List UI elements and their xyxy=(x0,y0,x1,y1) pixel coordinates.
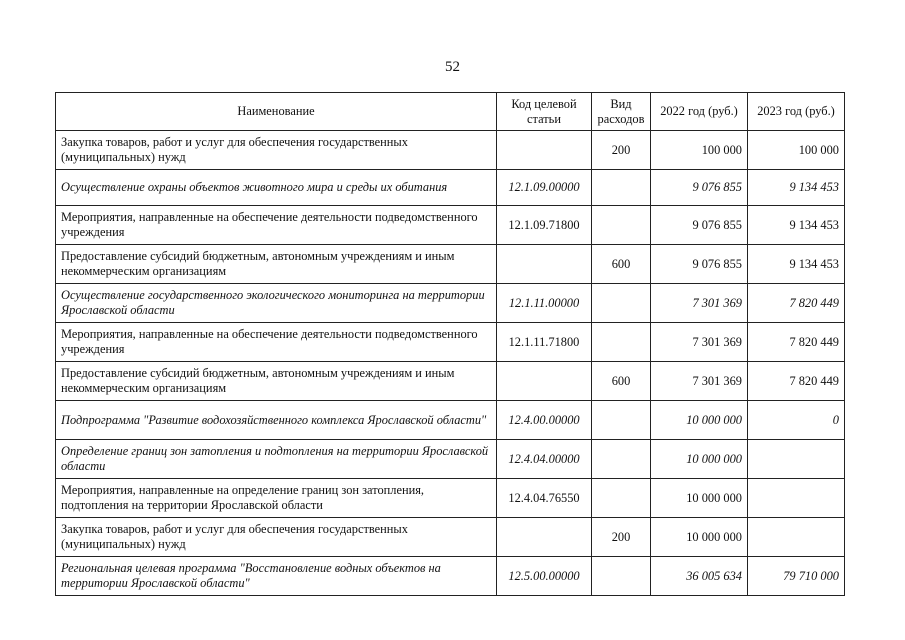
cell-code: 12.1.09.71800 xyxy=(497,206,592,245)
cell-name: Предоставление субсидий бюджетным, автономным учреждениям и иным некоммерческим организациям xyxy=(56,362,497,401)
cell-name: Подпрограмма "Развитие водохозяйственного комплекса Ярославской области" xyxy=(56,401,497,440)
table-row xyxy=(56,245,845,284)
table-row xyxy=(56,362,845,401)
cell-name: Предоставление субсидий бюджетным, автономным учреждениям и иным некоммерческим организациям xyxy=(56,245,497,284)
table-row xyxy=(56,557,845,596)
cell-name: Мероприятия, направленные на обеспечение деятельности подведомственного учреждения xyxy=(56,323,497,362)
cell-kind xyxy=(592,440,651,479)
cell-kind xyxy=(592,479,651,518)
cell-2022: 36 005 634 xyxy=(651,557,748,596)
header-code: Код целевой статьи xyxy=(497,93,592,131)
cell-code: 12.1.11.71800 xyxy=(497,323,592,362)
header-2022: 2022 год (руб.) xyxy=(651,93,748,131)
cell-name: Закупка товаров, работ и услуг для обеспечения государственных (муниципальных) нужд xyxy=(56,518,497,557)
cell-kind xyxy=(592,401,651,440)
table-row xyxy=(56,479,845,518)
header-kind: Вид расходов xyxy=(592,93,651,131)
cell-2023: 100 000 xyxy=(748,131,845,170)
cell-code xyxy=(497,518,592,557)
table-row xyxy=(56,170,845,206)
cell-kind xyxy=(592,557,651,596)
cell-code xyxy=(497,362,592,401)
cell-2023: 0 xyxy=(748,401,845,440)
cell-kind: 200 xyxy=(592,131,651,170)
cell-2023: 7 820 449 xyxy=(748,284,845,323)
cell-2022: 9 076 855 xyxy=(651,245,748,284)
cell-2023 xyxy=(748,518,845,557)
budget-table xyxy=(55,92,845,596)
cell-kind xyxy=(592,170,651,206)
cell-kind: 600 xyxy=(592,362,651,401)
cell-name: Мероприятия, направленные на обеспечение деятельности подведомственного учреждения xyxy=(56,206,497,245)
cell-2022: 7 301 369 xyxy=(651,362,748,401)
cell-2022: 10 000 000 xyxy=(651,479,748,518)
cell-2022: 7 301 369 xyxy=(651,323,748,362)
cell-name: Определение границ зон затопления и подтопления на территории Ярославской области xyxy=(56,440,497,479)
cell-code: 12.4.04.00000 xyxy=(497,440,592,479)
cell-2022: 10 000 000 xyxy=(651,401,748,440)
cell-kind: 600 xyxy=(592,245,651,284)
page-number: 52 xyxy=(445,59,460,75)
header-name: Наименование xyxy=(56,93,497,131)
cell-2023: 9 134 453 xyxy=(748,170,845,206)
header-row xyxy=(56,93,845,131)
cell-code: 12.4.00.00000 xyxy=(497,401,592,440)
cell-code: 12.5.00.00000 xyxy=(497,557,592,596)
cell-name: Осуществление государственного экологического мониторинга на территории Ярославской области xyxy=(56,284,497,323)
cell-2022: 9 076 855 xyxy=(651,170,748,206)
cell-kind xyxy=(592,206,651,245)
cell-name: Мероприятия, направленные на определение границ зон затопления, подтопления на территории Ярославской области xyxy=(56,479,497,518)
table-row xyxy=(56,440,845,479)
cell-code xyxy=(497,245,592,284)
cell-kind: 200 xyxy=(592,518,651,557)
cell-name: Закупка товаров, работ и услуг для обеспечения государственных (муниципальных) нужд xyxy=(56,131,497,170)
cell-2023 xyxy=(748,440,845,479)
table-row xyxy=(56,401,845,440)
cell-2022: 100 000 xyxy=(651,131,748,170)
cell-2023: 9 134 453 xyxy=(748,245,845,284)
cell-code xyxy=(497,131,592,170)
cell-2023: 79 710 000 xyxy=(748,557,845,596)
cell-2023 xyxy=(748,479,845,518)
cell-2022: 10 000 000 xyxy=(651,440,748,479)
table-row xyxy=(56,518,845,557)
cell-name: Региональная целевая программа "Восстановление водных объектов на территории Ярославской области" xyxy=(56,557,497,596)
cell-2023: 7 820 449 xyxy=(748,362,845,401)
table-row xyxy=(56,284,845,323)
cell-2022: 9 076 855 xyxy=(651,206,748,245)
cell-2023: 7 820 449 xyxy=(748,323,845,362)
cell-code: 12.1.11.00000 xyxy=(497,284,592,323)
cell-code: 12.1.09.00000 xyxy=(497,170,592,206)
cell-kind xyxy=(592,323,651,362)
table-row xyxy=(56,206,845,245)
cell-name: Осуществление охраны объектов животного мира и среды их обитания xyxy=(56,170,497,206)
cell-2023: 9 134 453 xyxy=(748,206,845,245)
cell-2022: 7 301 369 xyxy=(651,284,748,323)
table-body xyxy=(56,131,845,596)
cell-kind xyxy=(592,284,651,323)
cell-code: 12.4.04.76550 xyxy=(497,479,592,518)
cell-2022: 10 000 000 xyxy=(651,518,748,557)
table-row xyxy=(56,323,845,362)
header-2023: 2023 год (руб.) xyxy=(748,93,845,131)
table-row xyxy=(56,131,845,170)
